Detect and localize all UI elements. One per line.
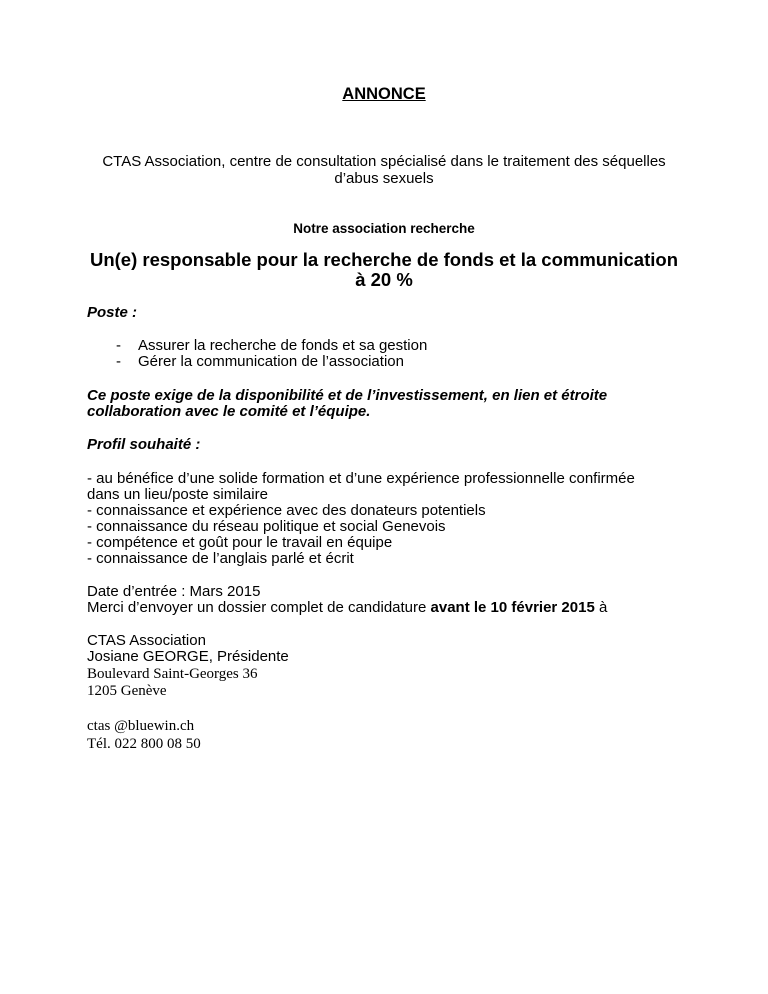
poste-heading: Poste : (87, 304, 138, 321)
contact-street: Boulevard Saint-Georges 36 (87, 666, 258, 682)
application-suffix: à (594, 599, 608, 616)
profile-heading: Profil souhaité : (87, 436, 201, 453)
poste-item-dash-1: - (116, 337, 121, 354)
profile-line: - connaissance et expérience avec des donateurs potentiels (87, 502, 486, 519)
application-prefix: Merci d’envoyer un dossier complet de candidature (87, 599, 431, 616)
intro-line-2: d’abus sexuels (334, 170, 434, 187)
intro-line-1: CTAS Association, centre de consultation spécialisé dans le traitement des séquelles (102, 153, 666, 170)
application-instruction (87, 599, 607, 616)
contact-organization: CTAS Association (87, 632, 206, 649)
poste-item-2: Gérer la communication de l’association (138, 353, 404, 370)
application-deadline: avant le 10 février 2015 (430, 599, 595, 616)
profile-line: - compétence et goût pour le travail en équipe (87, 534, 393, 551)
requirement-line-1: Ce poste exige de la disponibilité et de l’investissement, en lien et étroite (87, 387, 608, 404)
contact-person: Josiane GEORGE, Présidente (87, 648, 289, 665)
profile-line: dans un lieu/poste similaire (87, 486, 268, 503)
profile-line: - au bénéfice d’une solide formation et d’une expérience professionnelle confirmée (87, 470, 635, 487)
profile-line: - connaissance de l’anglais parlé et écrit (87, 550, 354, 567)
document-title: ANNONCE (342, 85, 426, 103)
contact-email: ctas @bluewin.ch (87, 718, 195, 734)
position-title-line-1: Un(e) responsable pour la recherche de fonds et la communication (89, 249, 679, 270)
requirement-line-2: collaboration avec le comité et l’équipe. (87, 403, 371, 420)
contact-city: 1205 Genève (87, 683, 167, 699)
profile-line: - connaissance du réseau politique et social Genevois (87, 518, 446, 535)
search-label: Notre association recherche (293, 221, 475, 236)
position-title-line-2: à 20 % (355, 269, 413, 290)
poste-item-1: Assurer la recherche de fonds et sa gestion (138, 337, 428, 354)
poste-item-dash-2: - (116, 353, 121, 370)
start-date: Date d’entrée : Mars 2015 (87, 583, 261, 600)
contact-phone: Tél. 022 800 08 50 (87, 736, 201, 752)
